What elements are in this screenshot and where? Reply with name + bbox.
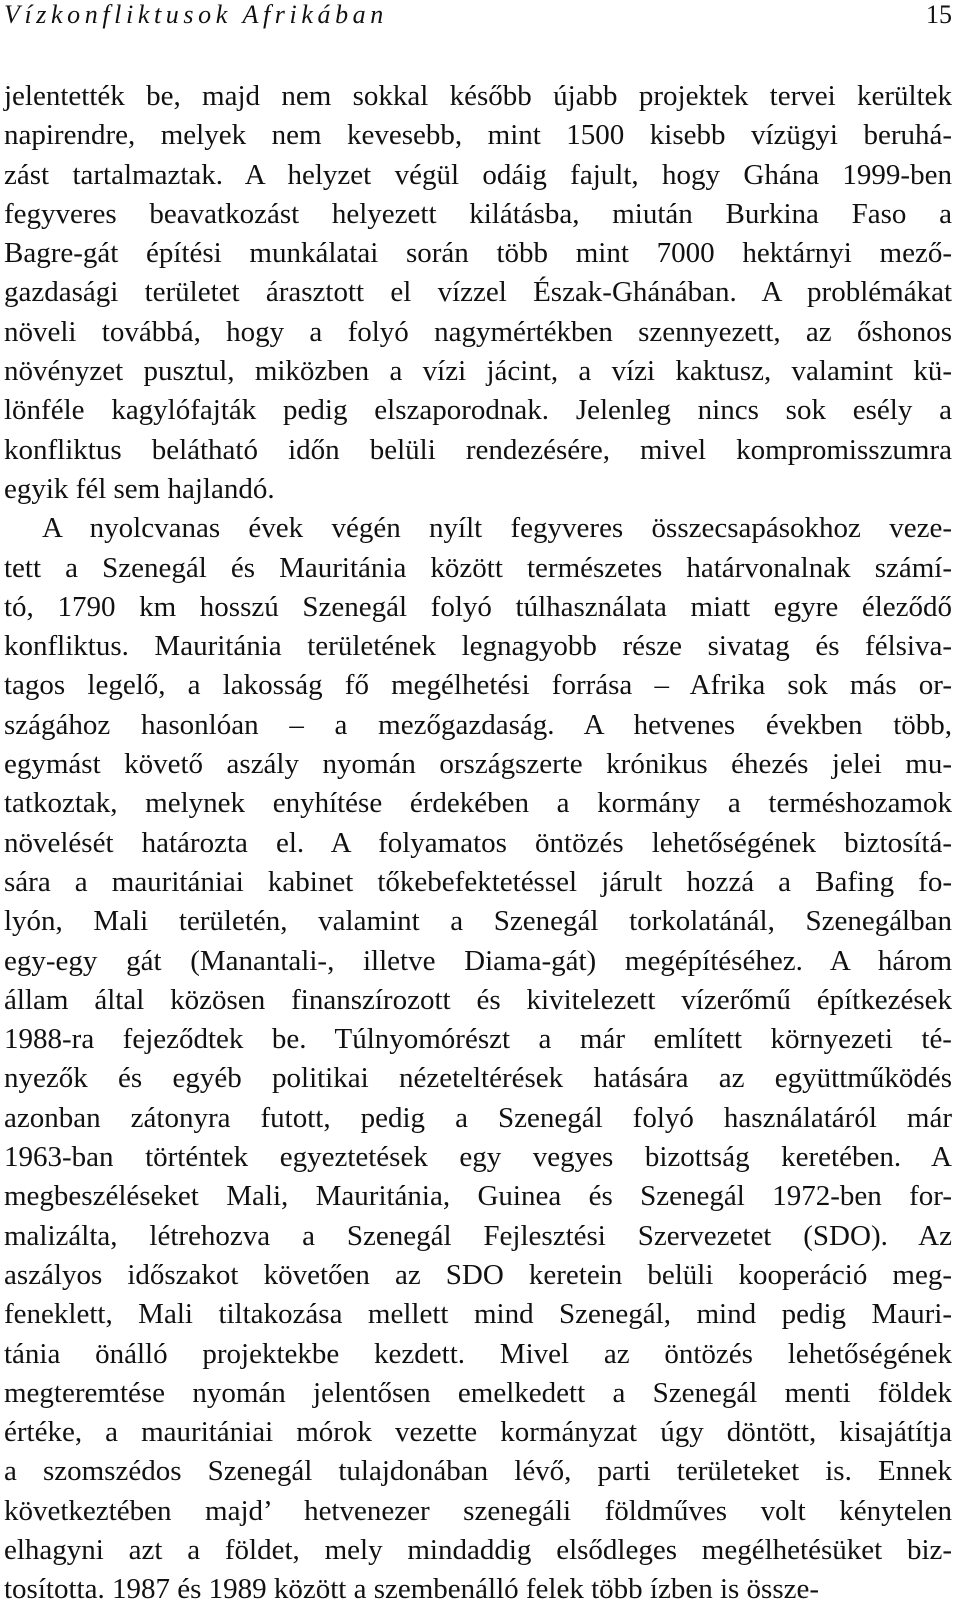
text-line: elhagyni azt a földet, mely mindaddig elsődleges megélhetésüket biz-	[4, 1533, 953, 1566]
body-text	[4, 77, 952, 1610]
text-line: tatkoztak, melynek enyhítése érdekében a kormány a terméshozamok	[4, 787, 953, 820]
text-line: egyik fél sem hajlandó.	[4, 472, 275, 505]
text-line: gazdasági területet árasztott el vízzel Észak-Ghánában. A problémákat	[4, 276, 953, 309]
text-line: malizálta, létrehozva a Szenegál Fejlesztési Szervezetet (SDO). Az	[4, 1219, 952, 1252]
text-line: nyezők és egyéb politikai nézeteltérések hatására az együttműködés	[4, 1062, 952, 1095]
text-line: értéke, a mauritániai mórok vezette kormányzat úgy döntött, kisajátítja	[4, 1416, 953, 1449]
text-line: egymást követő aszály nyomán országszerte krónikus éhezés jelei mu-	[4, 748, 952, 781]
text-line: konfliktus belátható időn belüli rendezésére, mivel kompromisszumra	[4, 433, 953, 466]
text-line: tagos legelő, a lakosság fő megélhetési forrása – Afrika sok más or-	[4, 669, 953, 702]
text-line: 1963-ban történtek egyeztetések egy vegyes bizottság keretében. A	[4, 1141, 952, 1174]
text-line: fegyveres beavatkozást helyezett kilátásba, miután Burkina Faso a	[4, 197, 952, 230]
text-line: tánia önálló projektekbe kezdett. Mivel az öntözés lehetőségének	[4, 1337, 952, 1370]
text-line: tett a Szenegál és Mauritánia között természetes határvonalnak számí-	[4, 551, 952, 584]
text-line: állam által közösen finanszírozott és kivitelezett vízerőmű építkezések	[4, 983, 953, 1016]
text-line: A nyolcvanas évek végén nyílt fegyveres összecsapásokhoz veze-	[42, 512, 952, 545]
running-title: Vízkonfliktusok Afrikában	[4, 0, 388, 29]
page-number: 15	[926, 0, 952, 29]
text-line: megbeszéléseket Mali, Mauritánia, Guinea és Szenegál 1972-ben for-	[4, 1180, 952, 1213]
text-line: aszályos időszakot követően az SDO keretein belüli kooperáció meg-	[4, 1258, 953, 1291]
text-line: azonban zátonyra futott, pedig a Szenegál folyó használatáról már	[4, 1101, 953, 1134]
text-line: növeli továbbá, hogy a folyó nagymértékben szennyezett, az őshonos	[4, 315, 953, 348]
text-line: megteremtése nyomán jelentősen emelkedett a Szenegál menti földek	[4, 1376, 953, 1409]
text-line: növényzet pusztul, miközben a vízi jácint, a vízi kaktusz, valamint kü-	[4, 355, 952, 388]
text-line: növelését határozta el. A folyamatos öntözés lehetőségének biztosítá-	[4, 826, 953, 859]
text-line: 1988-ra fejeződtek be. Túlnyomórészt a már említett környezeti té-	[4, 1023, 952, 1056]
text-line: feneklett, Mali tiltakozása mellett mind Szenegál, mind pedig Mauri-	[4, 1298, 953, 1331]
running-header	[4, 0, 956, 30]
text-line: zást tartalmaztak. A helyzet végül odáig fajult, hogy Ghána 1999-ben	[4, 158, 952, 191]
text-line: lönféle kagylófajták pedig elszaporodnak. Jelenleg nincs sok esély a	[4, 394, 952, 427]
text-line: tosította. 1987 és 1989 között a szembenálló felek több ízben is össze-	[4, 1573, 820, 1606]
text-line: lyón, Mali területén, valamint a Szenegál torkolatánál, Szenegálban	[4, 905, 952, 938]
text-line: jelentették be, majd nem sokkal később újabb projektek tervei kerültek	[4, 80, 953, 112]
text-line: a szomszédos Szenegál tulajdonában lévő, parti területeket is. Ennek	[4, 1455, 953, 1488]
text-line: Bagre-gát építési munkálatai során több mint 7000 hektárnyi mező-	[4, 237, 952, 270]
text-line: konfliktus. Mauritánia területének legnagyobb része sivatag és félsiva-	[4, 630, 953, 663]
text-line: sára a mauritániai kabinet tőkebefektetéssel járult hozzá a Bafing fo-	[4, 865, 952, 898]
text-line: következtében majd’ hetvenezer szenegáli földműves volt kénytelen	[4, 1494, 952, 1527]
text-line: tó, 1790 km hosszú Szenegál folyó túlhasználata miatt egyre éleződő	[4, 590, 952, 623]
text-line: napirendre, melyek nem kevesebb, mint 1500 kisebb vízügyi beruhá-	[4, 119, 953, 152]
text-line: egy-egy gát (Manantali-, illetve Diama-gát) megépítéséhez. A három	[4, 944, 953, 977]
text-line: szágához hasonlóan – a mezőgazdaság. A hetvenes években több,	[4, 708, 953, 741]
